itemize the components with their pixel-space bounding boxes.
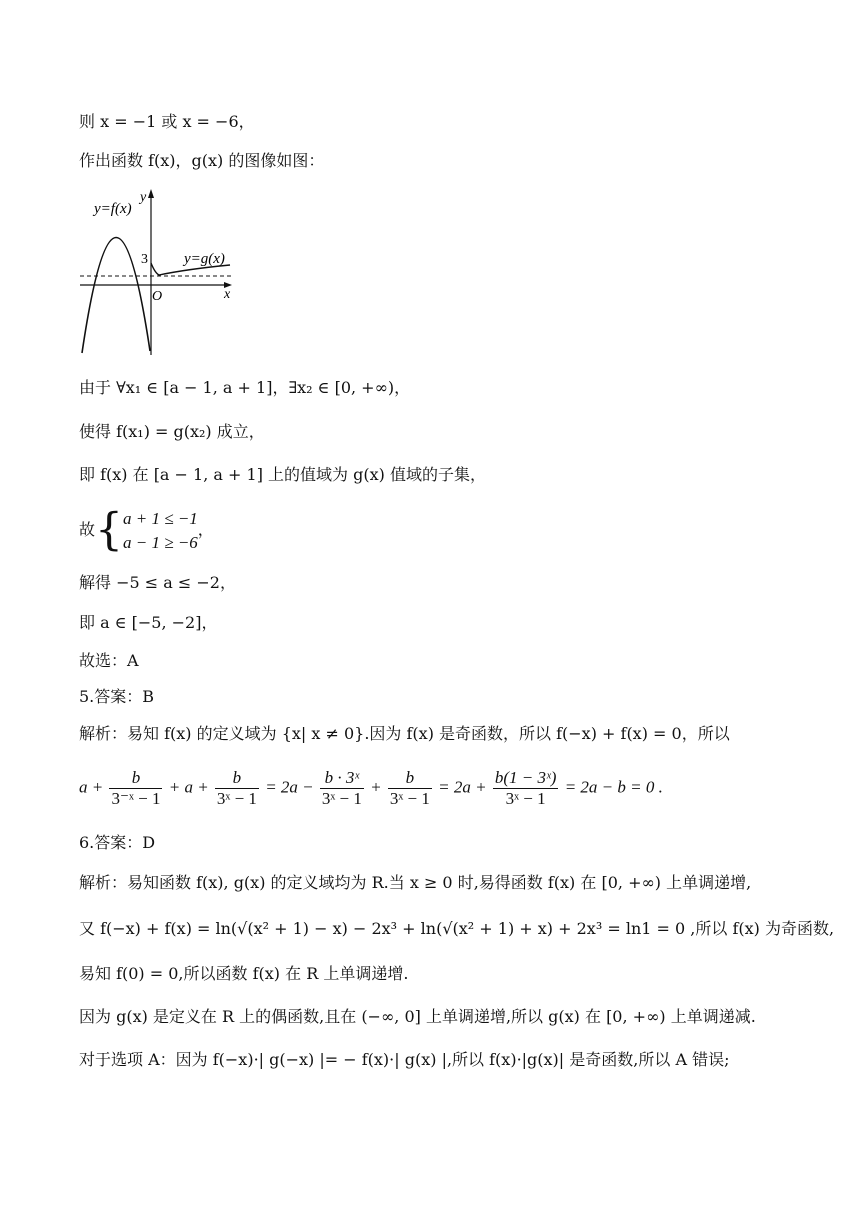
- brace-icon: {: [95, 504, 124, 556]
- eq-term-5: = 2a +: [438, 777, 487, 797]
- y-axis-arrow-icon: [148, 189, 154, 198]
- inequality-row-2: a − 1 ≥ −6: [123, 532, 198, 552]
- eq-frac-5-den: 3ˣ − 1: [505, 789, 546, 808]
- system-suffix: ，: [197, 520, 214, 539]
- eq-frac-5-num: b(1 − 3ˣ): [494, 768, 557, 787]
- text-line-9: 故选：A: [79, 651, 139, 670]
- label-f: y=f(x): [94, 201, 132, 217]
- text-line-4: 使得 f(x₁) = g(x₂) 成立，: [79, 422, 265, 441]
- text-line-1: 则 x = −1 或 x = −6，: [79, 112, 255, 131]
- inequality-row-1: a + 1 ≤ −1: [123, 508, 198, 528]
- text-line-15: 又 f(−x) + f(x) = ln(√(x² + 1) − x) − 2x³ + ln(√(x² + 1) + x) + 2x³ = ln1 = 0 ,所以 f(x) 为奇函数,: [79, 919, 835, 938]
- text-line-17: 因为 g(x) 是定义在 R 上的偶函数,且在 (−∞, 0] 上单调递增,所以 g(x) 在 [0, +∞) 上单调递减.: [79, 1007, 756, 1026]
- eq-term-1: a +: [79, 777, 104, 797]
- eq-frac-3: [320, 768, 364, 809]
- inequality-system: [123, 507, 198, 555]
- eq-frac-2-num: b: [215, 768, 259, 789]
- eq-term-6: = 2a − b = 0 .: [564, 777, 663, 797]
- system-prefix: 故: [79, 520, 96, 539]
- system-block: [79, 506, 214, 555]
- text-line-14: 解析：易知函数 f(x), g(x) 的定义域均为 R.当 x ≥ 0 时,易得函数 f(x) 在 [0, +∞) 上单调递增,: [79, 873, 752, 892]
- text-line-13: 6.答案：D: [79, 833, 156, 852]
- text-line-2: 作出函数 f(x)，g(x) 的图像如图：: [79, 151, 325, 170]
- equation-line: [79, 768, 663, 809]
- text-line-7: 解得 −5 ≤ a ≤ −2，: [79, 573, 236, 592]
- label-3: 3: [141, 252, 148, 267]
- eq-frac-2: [215, 768, 259, 809]
- text-line-11: 解析：易知 f(x) 的定义域为 {x| x ≠ 0}.因为 f(x) 是奇函数，所以 f(−x) + f(x) = 0，所以: [79, 724, 730, 743]
- eq-frac-4-den: 3ˣ − 1: [389, 789, 430, 808]
- text-line-16: 易知 f(0) = 0,所以函数 f(x) 在 R 上单调递增.: [79, 964, 409, 983]
- label-g: y=g(x): [184, 251, 225, 267]
- eq-frac-2-den: 3ˣ − 1: [216, 789, 257, 808]
- eq-term-2: + a +: [168, 777, 209, 797]
- eq-frac-3-num: b · 3ˣ: [320, 768, 364, 789]
- label-o: O: [152, 289, 163, 304]
- text-line-3: 由于 ∀x₁ ∈ [a − 1, a + 1]，∃x₂ ∈ [0, +∞)，: [79, 378, 411, 397]
- text-line-5: 即 f(x) 在 [a − 1, a + 1] 上的值域为 g(x) 值域的子集，: [79, 465, 486, 484]
- eq-frac-3-den: 3ˣ − 1: [321, 789, 362, 808]
- eq-frac-4: [388, 768, 432, 809]
- function-graph: [78, 185, 238, 357]
- eq-frac-1-num: b: [109, 768, 162, 789]
- eq-term-3: = 2a −: [265, 777, 314, 797]
- eq-term-4: +: [370, 777, 382, 797]
- text-line-10: 5.答案：B: [79, 687, 155, 706]
- text-line-18: 对于选项 A：因为 f(−x)·| g(−x) |= − f(x)·| g(x) |,所以 f(x)·|g(x)| 是奇函数,所以 A 错误;: [79, 1050, 730, 1069]
- text-line-8: 即 a ∈ [−5, −2]，: [79, 613, 218, 632]
- eq-frac-1-den: 3⁻ˣ − 1: [111, 789, 161, 808]
- eq-frac-4-num: b: [388, 768, 432, 789]
- curve-f: [82, 237, 150, 353]
- eq-frac-1: [109, 768, 162, 809]
- label-y: y: [140, 190, 147, 205]
- label-x: x: [224, 287, 231, 302]
- eq-frac-5: [493, 768, 559, 809]
